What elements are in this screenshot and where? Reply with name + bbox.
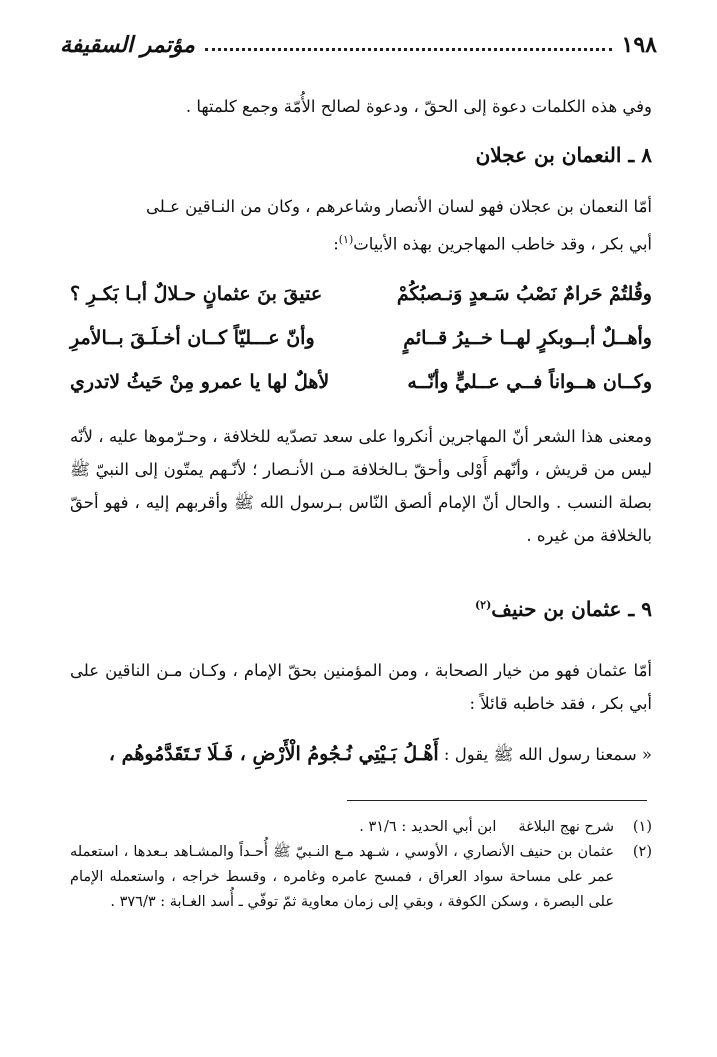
footnote-number: (٢) <box>632 844 652 860</box>
footnote-text: شرح نهج البلاغةابن أبي الحديد : ٣١/٦ . <box>359 819 614 835</box>
footnote <box>70 840 652 915</box>
footnote-ref-1[interactable]: (١) <box>338 233 354 246</box>
verse-second-hemistich: وأنّ عـــليّاً كــان أخـلَـقَ بــالأمرِ <box>70 327 315 349</box>
paragraph-8-2: ومعنى هذا الشعر أنّ المهاجرين أنكروا على سعد تصدّيه للخلافة ، وحـرّموها عليه ، لأنّه ليس من قريش ، وأنّهم أَوْلى وأحقّ بـالخلافة مـن الأنـصار ؛ لأنّـهم يمتّون إلى النبيّ ﷺ بصلة النسب . والحال أنّ الإمام ألصق النّاس بـرسول الله ﷺ وأقربهم إليه ، فهو أحقّ بالخلافة من غيره . <box>70 427 652 545</box>
page-number: ١٩٨ <box>621 32 657 58</box>
section-9-heading: ٩ ـ عثمان بن حنيف$^{(٢)}$ <box>474 597 652 621</box>
footnote-ref-2[interactable]: (٢) <box>474 598 492 612</box>
paragraph-9-2: « سمعنا رسول الله ﷺ يقول : أَهْـلُ بَـيْتِي نُـجُومُ الْأَرْضِ ، فَـلَا تَـتَقَدَّمُوهُم ، <box>108 743 652 765</box>
footnote-separator <box>347 800 647 801</box>
section-8-heading: ٨ ـ النعمان بن عجلان <box>475 143 652 167</box>
paragraph-8-1 <box>70 190 652 261</box>
footnote-number: (١) <box>632 819 652 835</box>
running-title: مؤتمر السقيفة <box>60 32 195 58</box>
verse-first-hemistich: وكــان هــواناً فــي عــليٍّ وأنّــه <box>407 371 652 393</box>
verse-first-hemistich: وأهــلٌ أبــوبكرٍ لهــا خــيرُ قــائمٍ <box>403 327 652 349</box>
verse-second-hemistich: لأهلٌ لها يا عمرو مِنْ حَيثُ لاتدري <box>70 371 330 393</box>
hadith-quote: أَهْـلُ بَـيْتِي نُـجُومُ الْأَرْضِ ، فَـلَا تَـتَقَدَّمُوهُم ، <box>108 743 439 765</box>
paragraph-intro: وفي هذه الكلمات دعوة إلى الحقّ ، ودعوة لصالح الأُمّة وجمع كلمتها . <box>185 97 652 116</box>
paragraph-9-1: أمّا عثمان فهو من خيار الصحابة ، ومن المؤمنين بحقّ الإمام ، وكـان مـن الناقين على أبي بكر ، فقد خاطبه قائلاً : <box>70 661 652 713</box>
footnotes <box>70 815 652 915</box>
verse-first-hemistich: وقُلتُمْ حَرامٌ نَصْبُ سَـعدٍ وَنـصبُكُمْ <box>396 283 652 305</box>
verse-second-hemistich: عتيقَ بنَ عثمانٍ حـلالٌ أبـا بَكـرِ ؟ <box>70 283 323 305</box>
footnote-text: عثمان بن حنيف الأنصاري ، الأوسي ، شـهد مـع النـبيّ ﷺ أُحـداً والمشـاهد بـعدها ، استعمله عمر على مساحة سواد العراق ، فمسح عامره وغامره ، وقسط خراجه ، واستعمله الإمام على البصرة ، وسكن الكوفة ، وبقي إلى زمان معاوية ثمّ توفّي ـ أُسد الغـابة : ٣٧٦/٣ . <box>70 844 614 910</box>
paragraph-8-1-line-2: أبي بكر ، وقد خاطب المهاجرين بهذه الأبيات$^{(١)}$: <box>333 233 652 254</box>
verse <box>70 360 652 404</box>
header-dotted-leader <box>205 48 612 51</box>
footnote <box>70 815 652 840</box>
page-header <box>60 28 657 62</box>
verse <box>70 272 652 316</box>
paragraph-8-1-line-1: أمّا النعمان بن عجلان فهو لسان الأنصار وشاعرهم ، وكان من النـاقين عـلى <box>146 197 652 216</box>
poem <box>70 272 652 404</box>
verse <box>70 316 652 360</box>
